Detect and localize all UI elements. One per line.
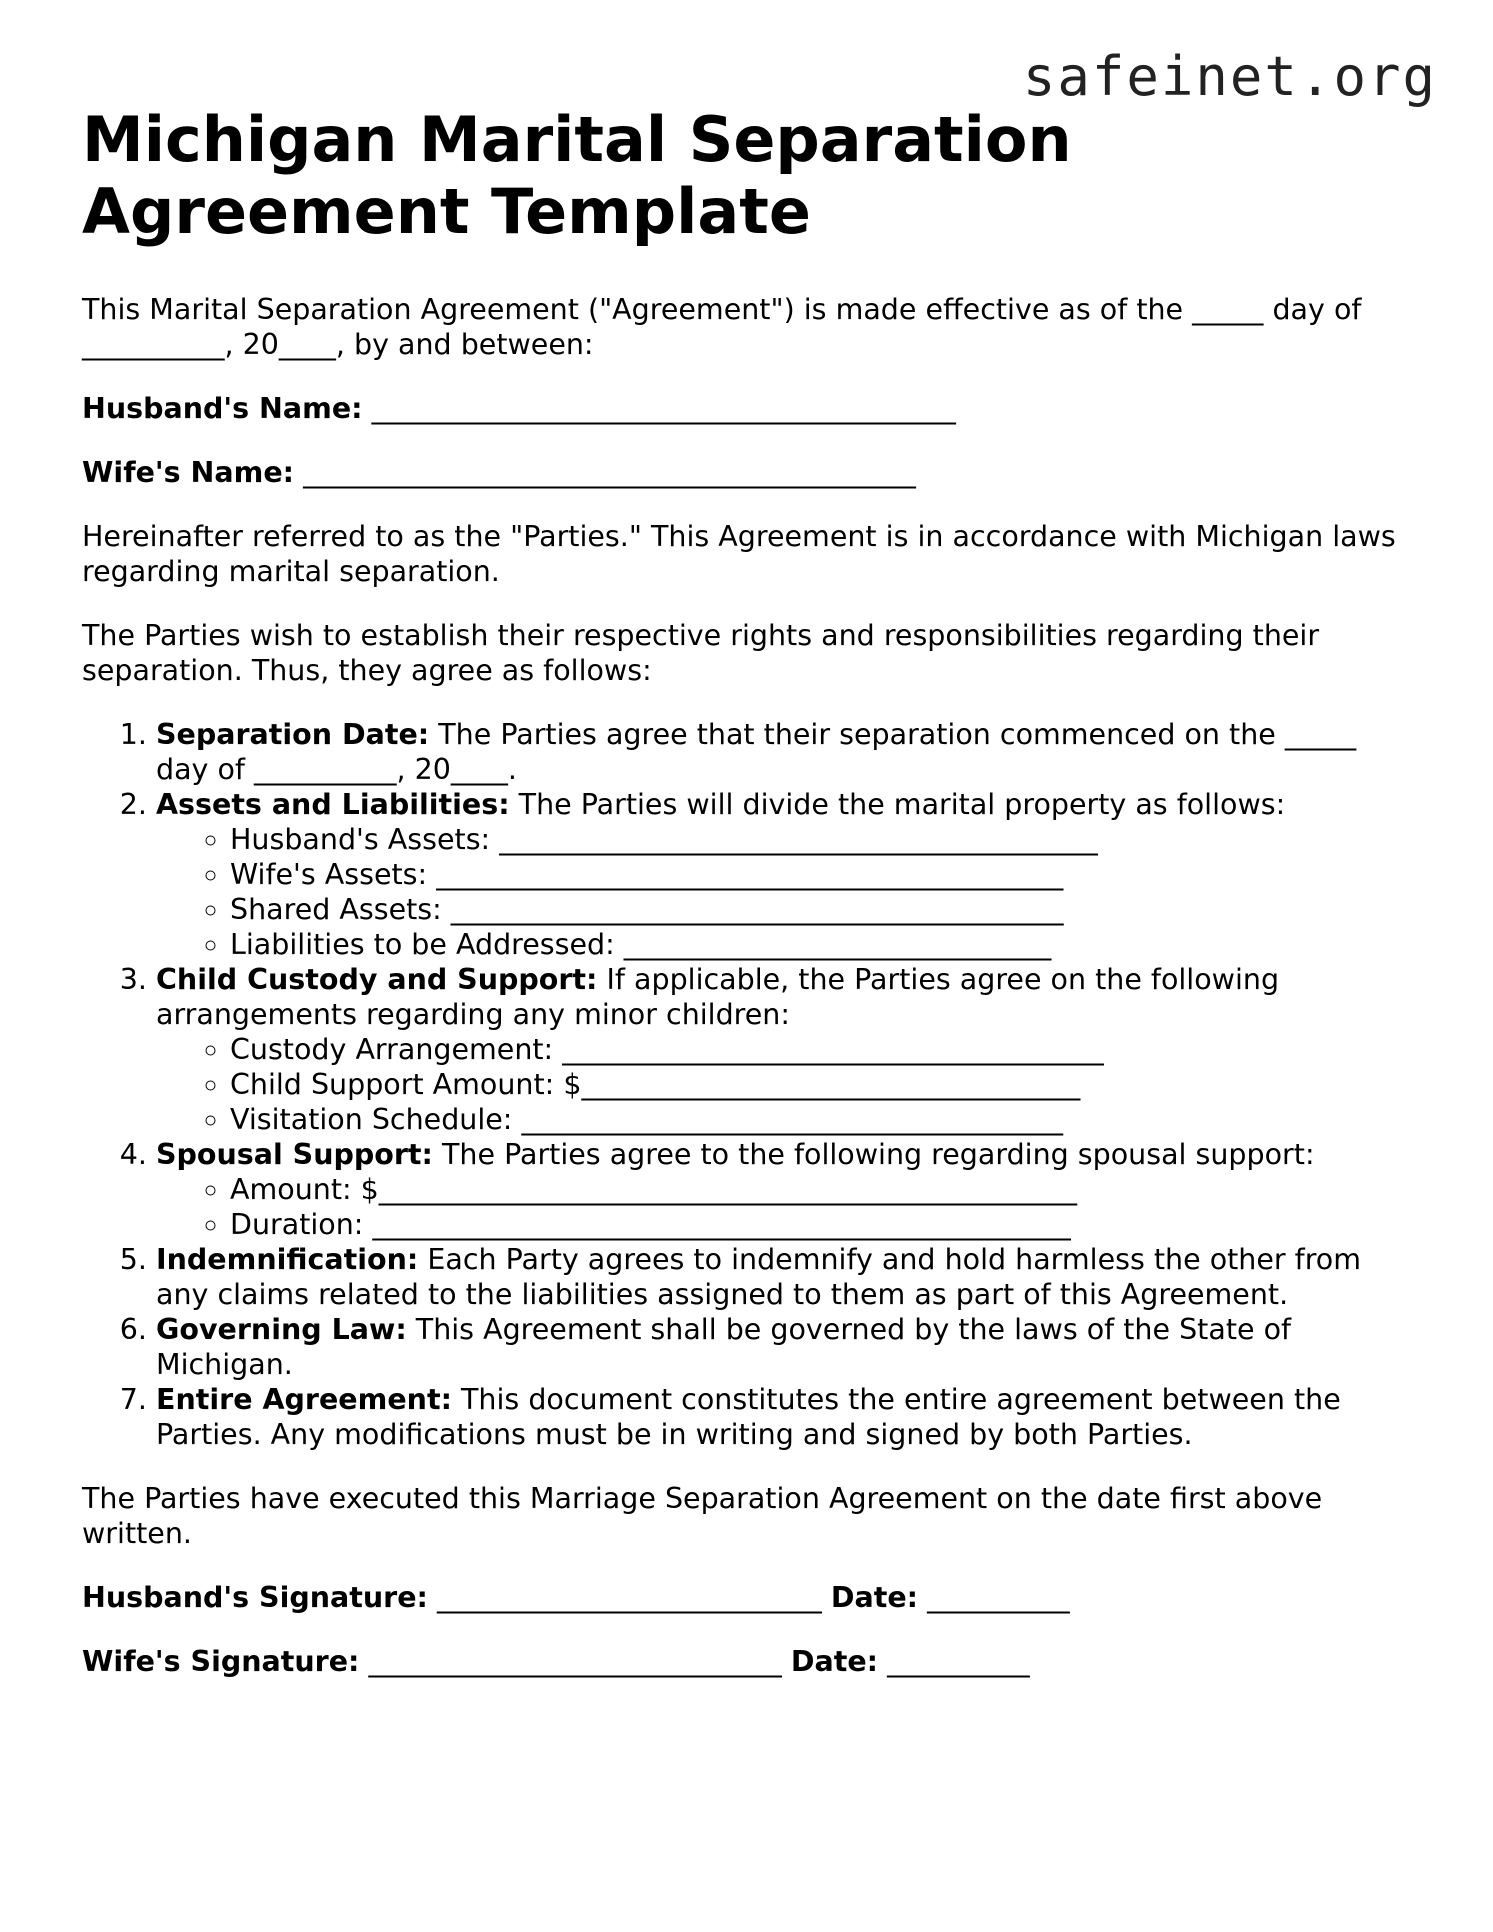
term-separation-date	[156, 717, 1412, 787]
assets-sublist	[156, 822, 1412, 962]
sub-item-husband-assets: ◦ Husband's Assets: __________________________________________	[230, 822, 1412, 857]
wife-name-label: Wife's Name:	[82, 456, 295, 489]
term-text: Each Party agrees to indemnify and hold harmless the other from any claims related to the liabilities assigned to them as part of this Agreement.	[156, 1243, 1362, 1311]
spousal-sublist	[156, 1172, 1412, 1242]
wife-date-blank: __________	[887, 1645, 1030, 1678]
sub-item-amount: ◦ Amount: $_________________________________________________	[230, 1172, 1412, 1207]
term-spousal-support	[156, 1137, 1412, 1242]
hereinafter-paragraph: Hereinafter referred to as the "Parties." This Agreement is in accordance with Michigan laws regarding marital separation.	[82, 520, 1396, 588]
term-indemnification	[156, 1242, 1412, 1312]
term-heading: Assets and Liabilities:	[156, 788, 510, 821]
term-text: This Agreement shall be governed by the laws of the State of Michigan.	[156, 1313, 1292, 1381]
term-assets-liabilities	[156, 787, 1412, 962]
term-entire-agreement	[156, 1382, 1412, 1452]
term-heading: Entire Agreement:	[156, 1383, 452, 1416]
husband-name-blank: _________________________________________	[371, 392, 956, 425]
wife-name-blank: ___________________________________________	[303, 456, 916, 489]
term-text: The Parties agree that their separation commenced on the _____ day of __________, 20____.	[156, 718, 1357, 786]
term-child-custody	[156, 962, 1412, 1137]
wife-name-line	[82, 455, 1412, 490]
husband-name-line	[82, 391, 1412, 426]
intro-paragraph: This Marital Separation Agreement ("Agreement") is made effective as of the _____ day of __________, 20____, by and between:	[82, 293, 1362, 361]
wish-paragraph: The Parties wish to establish their respective rights and responsibilities regarding their separation. Thus, they agree as follows:	[82, 619, 1320, 687]
husband-name-label: Husband's Name:	[82, 392, 363, 425]
sub-item-child-support-amount: ◦ Child Support Amount: $___________________________________	[230, 1067, 1412, 1102]
document-title: Michigan Marital Separation Agreement Template	[82, 103, 1072, 248]
term-heading: Spousal Support:	[156, 1138, 433, 1171]
sub-item-duration: ◦ Duration: _________________________________________________	[230, 1207, 1412, 1242]
document-page	[82, 104, 1412, 1708]
wife-signature-blank: _____________________________	[368, 1645, 782, 1678]
sub-item-shared-assets: ◦ Shared Assets: ___________________________________________	[230, 892, 1412, 927]
term-governing-law	[156, 1312, 1412, 1382]
wife-date-label: Date:	[790, 1645, 879, 1678]
husband-signature-label: Husband's Signature:	[82, 1581, 428, 1614]
term-heading: Child Custody and Support:	[156, 963, 598, 996]
sub-item-wife-assets: ◦ Wife's Assets: ____________________________________________	[230, 857, 1412, 892]
husband-signature-blank: ___________________________	[437, 1581, 822, 1614]
husband-date-blank: __________	[927, 1581, 1070, 1614]
sub-item-visitation-schedule: ◦ Visitation Schedule: ______________________________________	[230, 1102, 1412, 1137]
wife-signature-line	[82, 1644, 1412, 1679]
executed-paragraph: The Parties have executed this Marriage Separation Agreement on the date first above written.	[82, 1482, 1323, 1550]
watermark: safeinet.org	[1022, 45, 1437, 108]
sub-item-liabilities: ◦ Liabilities to be Addressed: ______________________________	[230, 927, 1412, 962]
husband-date-label: Date:	[830, 1581, 919, 1614]
term-text: This document constitutes the entire agreement between the Parties. Any modifications must be in writing and signed by both Parties.	[156, 1383, 1341, 1451]
terms-list	[82, 717, 1412, 1452]
term-heading: Governing Law:	[156, 1313, 407, 1346]
term-heading: Separation Date:	[156, 718, 430, 751]
term-text: If applicable, the Parties agree on the following arrangements regarding any minor children:	[156, 963, 1280, 1031]
sub-item-custody-arrangement: ◦ Custody Arrangement: ______________________________________	[230, 1032, 1412, 1067]
term-text: The Parties will divide the marital property as follows:	[509, 788, 1286, 821]
custody-sublist	[156, 1032, 1412, 1137]
husband-signature-line	[82, 1580, 1412, 1615]
term-heading: Indemnification:	[156, 1243, 419, 1276]
term-text: The Parties agree to the following regarding spousal support:	[432, 1138, 1315, 1171]
wife-signature-label: Wife's Signature:	[82, 1645, 360, 1678]
